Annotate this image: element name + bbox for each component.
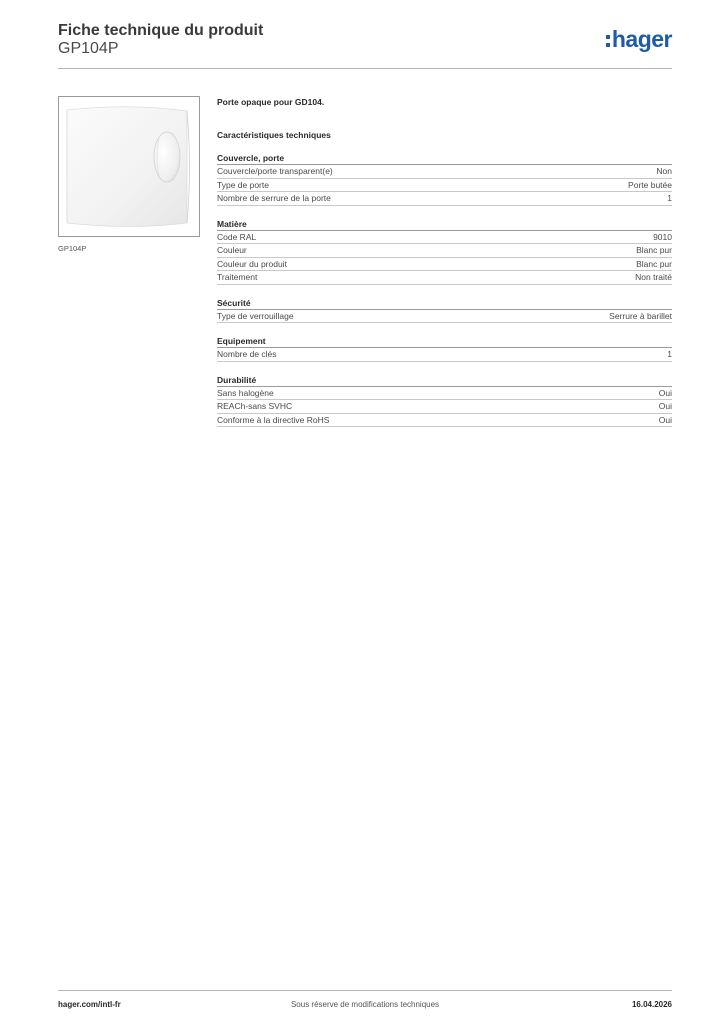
spec-value: Blanc pur	[636, 245, 672, 255]
logo-wordmark: hager	[611, 25, 672, 52]
section-title: Durabilité	[217, 374, 672, 387]
spec-value: Oui	[658, 401, 672, 411]
footer-disclaimer: Sous réserve de modifications techniques	[290, 1000, 440, 1009]
section-title: Matière	[217, 218, 672, 231]
spec-label: Couvercle/porte transparent(e)	[217, 166, 333, 176]
spec-row	[217, 258, 672, 272]
spec-label: Traitement	[217, 272, 258, 282]
spec-value: Oui	[658, 387, 672, 398]
spec-row	[217, 271, 672, 285]
document-title: Fiche technique du produit	[58, 22, 264, 39]
page-footer	[58, 990, 672, 1015]
product-description: Porte opaque pour GD104.	[217, 97, 325, 107]
spec-label: Nombre de clés	[217, 349, 277, 359]
spec-label: REACh-sans SVHC	[217, 401, 293, 411]
spec-row	[217, 387, 672, 401]
logo-colon-icon	[606, 35, 610, 47]
product-image	[58, 96, 200, 237]
spec-label: Couleur	[217, 245, 247, 255]
spec-label: Type de verrouillage	[217, 310, 294, 321]
spec-value: 9010	[653, 231, 672, 242]
spec-label: Couleur du produit	[217, 258, 287, 269]
spec-heading: Caractéristiques techniques	[217, 130, 331, 140]
spec-row	[217, 348, 672, 362]
hager-logo	[606, 26, 672, 52]
section-equipement	[217, 335, 672, 362]
spec-label: Sans halogène	[217, 387, 274, 398]
spec-row	[217, 310, 672, 324]
spec-row	[217, 192, 672, 206]
spec-value: Blanc pur	[636, 258, 672, 269]
spec-label: Type de porte	[217, 179, 269, 190]
spec-label: Nombre de serrure de la porte	[217, 193, 331, 203]
spec-row	[217, 165, 672, 179]
page-header	[58, 20, 672, 69]
footer-website-link[interactable]: hager.com/intl-fr	[58, 1000, 121, 1009]
spec-row	[217, 400, 672, 414]
spec-value: Oui	[658, 414, 672, 425]
spec-value: Non	[656, 166, 672, 176]
spec-value: 1	[667, 193, 672, 203]
section-securite	[217, 297, 672, 324]
spec-row	[217, 179, 672, 193]
product-specifications	[217, 96, 672, 439]
section-title: Sécurité	[217, 297, 672, 310]
spec-label: Conforme à la directive RoHS	[217, 414, 330, 425]
product-reference: GP104P	[58, 40, 119, 57]
spec-value: Serrure à barillet	[609, 310, 672, 321]
section-title: Couvercle, porte	[217, 152, 672, 165]
spec-row	[217, 244, 672, 258]
section-durabilite	[217, 374, 672, 428]
spec-value: Porte butée	[628, 179, 672, 190]
section-title: Equipement	[217, 335, 672, 348]
spec-row	[217, 414, 672, 428]
spec-label: Code RAL	[217, 231, 257, 242]
spec-value: Non traité	[635, 272, 672, 282]
section-couvercle-porte	[217, 152, 672, 206]
spec-value: 1	[667, 349, 672, 359]
section-matiere	[217, 218, 672, 285]
spec-row	[217, 231, 672, 245]
footer-date: 16.04.2026	[631, 1000, 672, 1009]
image-caption: GP104P	[58, 244, 87, 253]
door-panel-illustration	[59, 97, 199, 236]
